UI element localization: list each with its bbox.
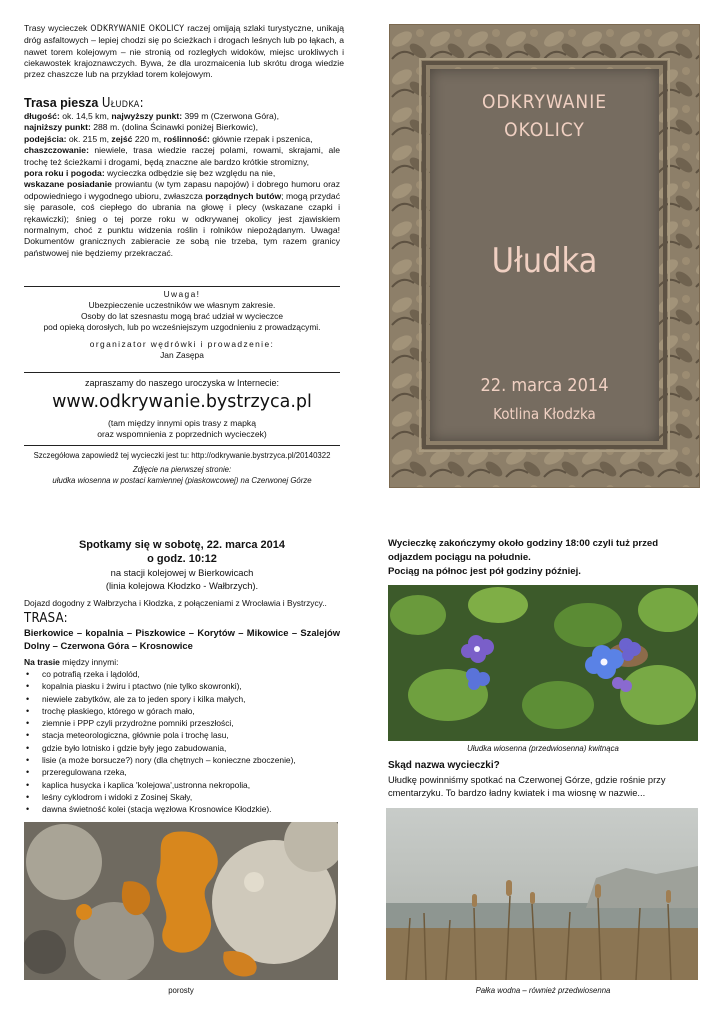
- divider: [24, 286, 340, 287]
- list-item: • niewiele zabytków, ale za to jeden spory i kilka małych,: [42, 693, 362, 705]
- lichen-photo: [24, 822, 338, 980]
- poster-image: [389, 24, 700, 488]
- meeting-place: na stacji kolejowej w Bierkowicach (linia kolejowa Kłodzko - Wałbrzych).: [105, 567, 259, 591]
- organizer-name: Jan Zasępa: [160, 350, 204, 360]
- route-list: Bierkowice – kopalnia – Piszkowice – Korytów – Mikowice – Szalejów Dolny – Czerwona Góra – Krosnowice: [24, 627, 340, 651]
- warning-line: Osoby do lat szesnastu mogą brać udział w wycieczce: [80, 311, 284, 321]
- list-item: • stacja meteorologiczna, głównie pola i trochę lasu,: [42, 729, 362, 741]
- warning-box: [24, 289, 340, 361]
- poster-date: 22. marca 2014: [480, 375, 609, 396]
- footer-notes: [24, 450, 340, 487]
- meeting-heading: Spotkamy się w sobotę, 22. marca 2014 o godz. 10:12: [78, 539, 286, 565]
- on-route-label: Na trasie między innymi:: [24, 657, 119, 667]
- divider: [24, 372, 340, 373]
- list-item: • ziemnie i PPP czyli przydrożne pomniki przeszłości,: [42, 717, 362, 729]
- intro-paragraph: Trasy wycieczek ODKRYWANIE OKOLICY raczej omijają szlaki turystyczne, unikają dróg asfaltowych – lepiej chodzi się po ścieżkach i drogach leśnych lub po łąkach, a nawet torem kolejowym – nie stronią od rozległych widoków, miejsc urokliwych i ciekawostek krajoznawczych. Bywa, że dla urozmaicenia lub skrótu droga wiedzie przez chaszcze lub na przykład torem kolejowym.: [24, 23, 344, 80]
- poster-title-line2: OKOLICY: [504, 119, 585, 141]
- reed-photo: [386, 808, 698, 980]
- brand-name: ODKRYWANIE OKOLICY: [90, 24, 185, 34]
- warning-line: Ubezpieczenie uczestników we własnym zakresie.: [88, 300, 276, 310]
- poster-title-line1: ODKRYWANIE: [481, 91, 608, 113]
- internet-invite: zapraszamy do naszego uroczyska w Internecie:: [84, 378, 280, 388]
- name-origin-heading: Skąd nazwa wycieczki?: [388, 760, 500, 771]
- route-details: długość: ok. 14,5 km, najwyższy punkt: 399 m (Czerwona Góra), najniższy punkt: 288 m. (dolina Ścinawki poniżej Bierkowic), podejścia: ok. 215 m, zejść 220 m, roślinność: głównie rzepak i pszenica, chaszczowanie: niewiele, trasa wiedzie raczej polami, rowami, skrajami, ale trochę też ścieżkami i drogami, będą znaczne ale bardzo krótkie stromizny, pora roku i pogoda: wycieczka odbędzie się bez względu na nie, wskazane posiadanie prowiantu (w tym zapasu napojów) i dobrego humoru oraz odpowiedniego i wygodnego ubioru, zwłaszcza porządnych butów; mogą przydać się parasole, coś ciepłego do ubrania na głowę i plecy (wskazane czapki i rękawiczki); śnieg o tej porze roku w odkrywanej okolicy jest zjawiskiem normalnym, choć z punktu widzenia roślin i rolników niepożądanym. Uwaga! Dokumentów granicznych zabieracie ze sobą nie trzeba, tym razem granicy państwowej nie będziemy przekraczać.: [24, 111, 341, 258]
- transport-info: Dojazd dogodny z Wałbrzycha i Kłodzka, z połączeniami z Wrocławia i Bystrzycy..: [24, 598, 327, 608]
- list-item: • co potrafią rzeka i lądolód,: [42, 668, 362, 680]
- warning-title: Uwaga!: [163, 289, 201, 299]
- list-item: • kopalnia piasku i żwiru i ptactwo (nie tylko skowronki),: [42, 680, 362, 692]
- ending-info: Wycieczkę zakończymy około godziny 18:00 czyli tuż przed odjazdem pociągu na południe. Pociąg na północ jest pół godziny później.: [388, 538, 659, 577]
- divider: [24, 445, 340, 446]
- warning-line: pod opieką dorosłych, lub po wcześniejszym uzgodnieniu z prowadzącymi.: [43, 322, 321, 332]
- list-item: • kaplica husycka i kaplica 'kolejowa',ustronna nekropolia,: [42, 779, 362, 791]
- attractions-list: [24, 668, 362, 816]
- organizer-label: organizator wędrówki i prowadzenie:: [89, 339, 275, 349]
- name-origin-text: Ułudkę powinniśmy spotkać na Czerwonej Górze, gdzie rośnie przy cmentarzyku. To bardzo ładny kwiatek i ma wiosnę w nazwie...: [388, 775, 666, 798]
- poster-panel: [430, 69, 659, 441]
- list-item: • leśny cyklodrom i widoki z Zosinej Skały,: [42, 791, 362, 803]
- list-item: • gdzie było lotnisko i gdzie były jego zabudowania,: [42, 742, 362, 754]
- list-item: • przeregulowana rzeka,: [42, 766, 362, 778]
- website-link[interactable]: www.odkrywanie.bystrzyca.pl: [52, 392, 312, 412]
- flower-caption: Ułudka wiosenna (przedwiosenna) kwitnąca: [467, 744, 619, 753]
- list-item: • dawna świetność kolei (stacja węzłowa Krosnowice Kłodzkie).: [42, 803, 362, 815]
- internet-note: (tam między innymi opis trasy z mapką oraz wspomnienia z poprzednich wycieczek): [97, 418, 267, 439]
- lichen-caption: porosty: [168, 986, 194, 995]
- route-label: TRASA:: [24, 611, 68, 626]
- photo-label: Zdjęcie na pierwszej stronie:: [132, 464, 232, 474]
- photo-desc: ułudka wiosenna w postaci kamiennej (piaskowcowej) na Czerwonej Górze: [52, 476, 312, 485]
- trasa-heading: Trasa piesza Ułudka:: [24, 96, 144, 111]
- poster-region: Kotlina Kłodzka: [493, 405, 596, 423]
- reed-caption: Pałka wodna – również przedwiosenna: [475, 986, 611, 995]
- list-item: • lisie (a może borsucze?) nory (dla chętnych – konieczne zboczenie),: [42, 754, 362, 766]
- details-link[interactable]: Szczegółowa zapowiedź tej wycieczki jest tu: http://odkrywanie.bystrzyca.pl/20140322: [33, 451, 331, 460]
- list-item: • trochę płaskiego, którego w górach mało,: [42, 705, 362, 717]
- flower-photo: [388, 585, 698, 741]
- poster-name: Ułudka: [491, 241, 598, 281]
